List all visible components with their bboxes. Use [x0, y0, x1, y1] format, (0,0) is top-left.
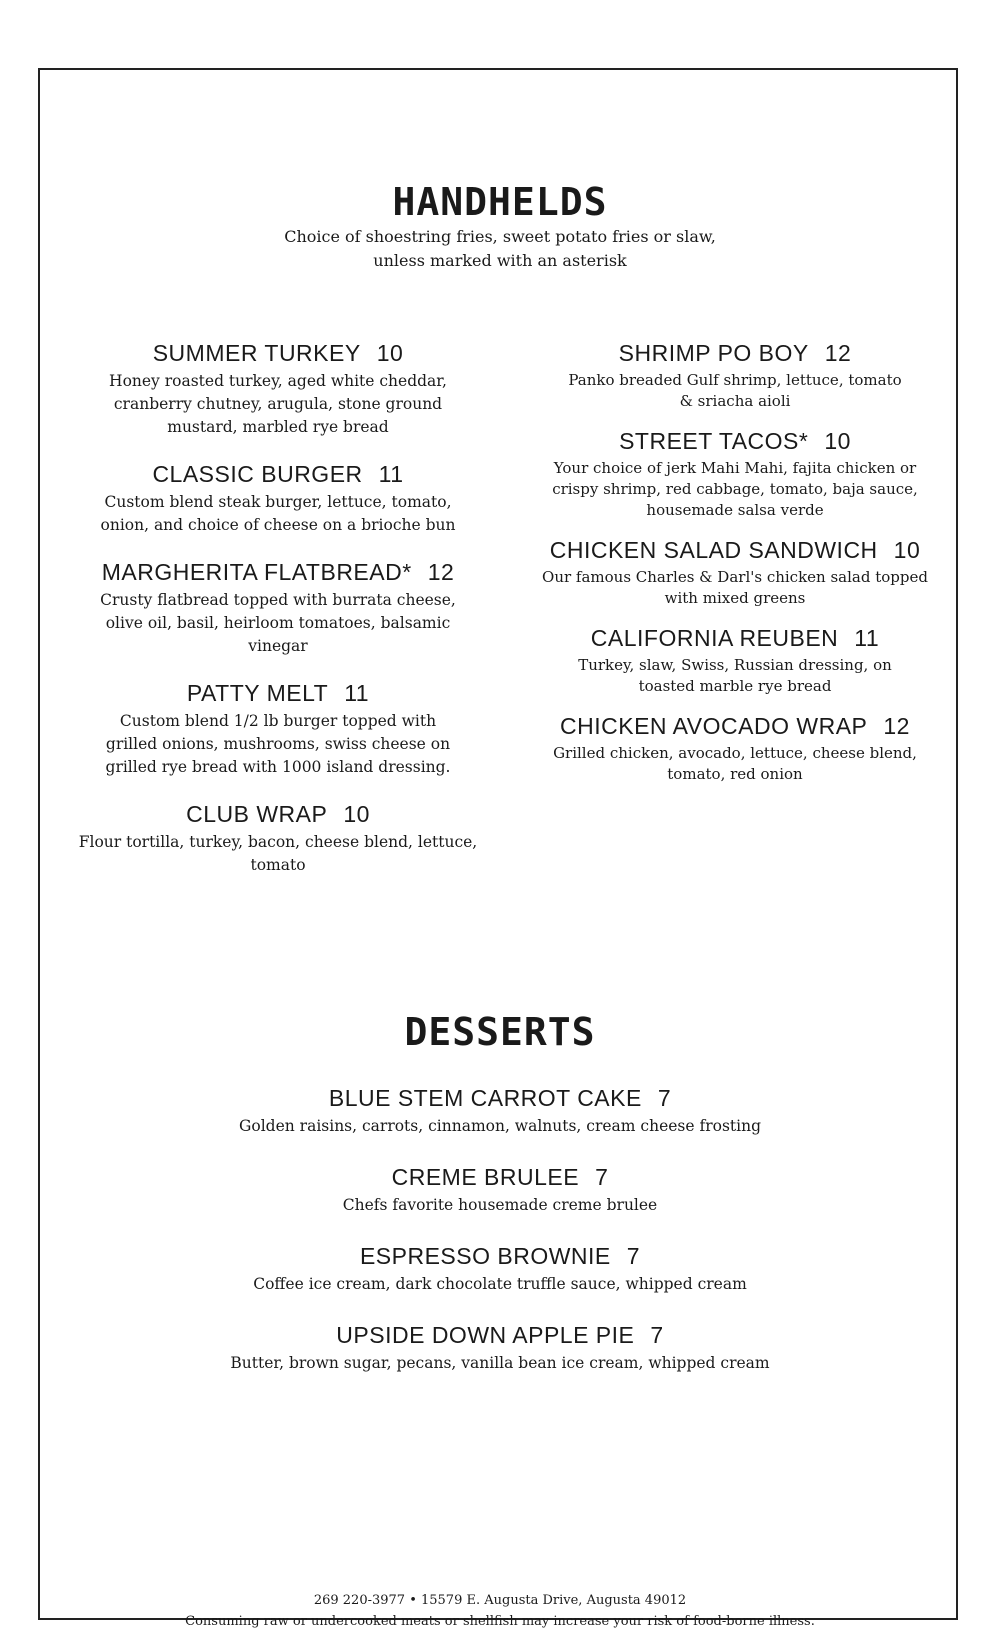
- item-price: 11: [378, 461, 404, 487]
- item-price: 12: [824, 340, 852, 366]
- item-price: 7: [595, 1164, 609, 1190]
- item-price: 11: [854, 625, 880, 651]
- item-description: Custom blend 1/2 lb burger topped with grilled onions, mushrooms, swiss cheese on grilled rye bread with 1000 island dressing.: [105, 712, 451, 776]
- menu-item-carrot-cake: [100, 1083, 900, 1138]
- item-description: Grilled chicken, avocado, lettuce, cheese blend, tomato, red onion: [553, 744, 917, 783]
- item-name: UPSIDE DOWN APPLE PIE: [336, 1322, 635, 1348]
- item-price: 11: [344, 680, 370, 706]
- menu-item-creme-brulee: [100, 1162, 900, 1217]
- menu-item-patty-melt: [68, 678, 488, 779]
- item-name: BLUE STEM CARROT CAKE: [328, 1085, 642, 1111]
- menu-item-street-tacos: [540, 426, 930, 521]
- item-name: SHRIMP PO BOY: [618, 340, 809, 366]
- item-name: SUMMER TURKEY: [152, 340, 361, 366]
- menu-item-club-wrap: [68, 799, 488, 877]
- item-description: Butter, brown sugar, pecans, vanilla bean ice cream, whipped cream: [230, 1354, 770, 1372]
- item-name: CHICKEN SALAD SANDWICH: [549, 537, 878, 563]
- handhelds-left-column: [68, 338, 488, 897]
- desserts-title: DESSERTS: [404, 1010, 596, 1054]
- item-price: 10: [343, 801, 370, 827]
- item-price: 7: [650, 1322, 664, 1348]
- menu-item-chicken-salad-sandwich: [540, 535, 930, 609]
- menu-item-margherita-flatbread: [68, 557, 488, 658]
- item-description: Turkey, slaw, Swiss, Russian dressing, on toasted marble rye bread: [578, 656, 892, 695]
- item-name: CHICKEN AVOCADO WRAP: [560, 713, 868, 739]
- item-description: Golden raisins, carrots, cinnamon, walnuts, cream cheese frosting: [239, 1117, 761, 1135]
- footer-disclaimer: Consuming raw or undercooked meats or shellfish may increase your risk of food-borne illness.: [185, 1614, 815, 1629]
- menu-item-summer-turkey: [68, 338, 488, 439]
- item-description: Our famous Charles & Darl's chicken salad topped with mixed greens: [542, 568, 928, 607]
- item-description: Your choice of jerk Mahi Mahi, fajita chicken or crispy shrimp, red cabbage, tomato, baja sauce, housemade salsa verde: [552, 459, 918, 519]
- menu-item-chicken-avocado-wrap: [540, 711, 930, 785]
- item-name: CALIFORNIA REUBEN: [590, 625, 839, 651]
- menu-item-classic-burger: [68, 459, 488, 537]
- item-price: 10: [893, 537, 921, 563]
- handhelds-title: HANDHELDS: [392, 180, 608, 224]
- item-name: CLASSIC BURGER: [152, 461, 363, 487]
- item-name: STREET TACOS*: [619, 428, 809, 454]
- item-description: Custom blend steak burger, lettuce, tomato, onion, and choice of cheese on a brioche bun: [100, 493, 456, 534]
- item-price: 10: [376, 340, 404, 366]
- handhelds-subtitle-line2: unless marked with an asterisk: [373, 251, 627, 270]
- handhelds-right-column: [540, 338, 930, 799]
- item-description: Chefs favorite housemade creme brulee: [342, 1196, 658, 1214]
- footer: [0, 1590, 1000, 1632]
- item-name: MARGHERITA FLATBREAD*: [101, 559, 412, 585]
- item-price: 12: [427, 559, 455, 585]
- item-description: Honey roasted turkey, aged white cheddar, cranberry chutney, arugula, stone ground mustard, marbled rye bread: [109, 372, 447, 436]
- menu-item-shrimp-po-boy: [540, 338, 930, 412]
- item-description: Crusty flatbread topped with burrata cheese, olive oil, basil, heirloom tomatoes, balsamic vinegar: [100, 591, 456, 655]
- item-name: ESPRESSO BROWNIE: [359, 1243, 611, 1269]
- item-description: Coffee ice cream, dark chocolate truffle sauce, whipped cream: [253, 1275, 747, 1293]
- item-price: 10: [824, 428, 851, 454]
- item-description: Flour tortilla, turkey, bacon, cheese blend, lettuce, tomato: [78, 833, 478, 874]
- item-price: 7: [626, 1243, 641, 1269]
- item-description: Panko breaded Gulf shrimp, lettuce, tomato & sriacha aioli: [568, 371, 902, 410]
- desserts-list: [100, 1083, 900, 1399]
- footer-contact: 269 220-3977 • 15579 E. Augusta Drive, Augusta 49012: [313, 1593, 687, 1608]
- item-name: PATTY MELT: [186, 680, 329, 706]
- item-price: 12: [883, 713, 910, 739]
- menu-item-apple-pie: [100, 1320, 900, 1375]
- menu-item-espresso-brownie: [100, 1241, 900, 1296]
- handhelds-subtitle: [0, 225, 1000, 273]
- item-name: CLUB WRAP: [186, 801, 328, 827]
- menu-item-california-reuben: [540, 623, 930, 697]
- item-name: CREME BRULEE: [391, 1164, 580, 1190]
- item-price: 7: [657, 1085, 672, 1111]
- handhelds-subtitle-line1: Choice of shoestring fries, sweet potato fries or slaw,: [284, 227, 716, 246]
